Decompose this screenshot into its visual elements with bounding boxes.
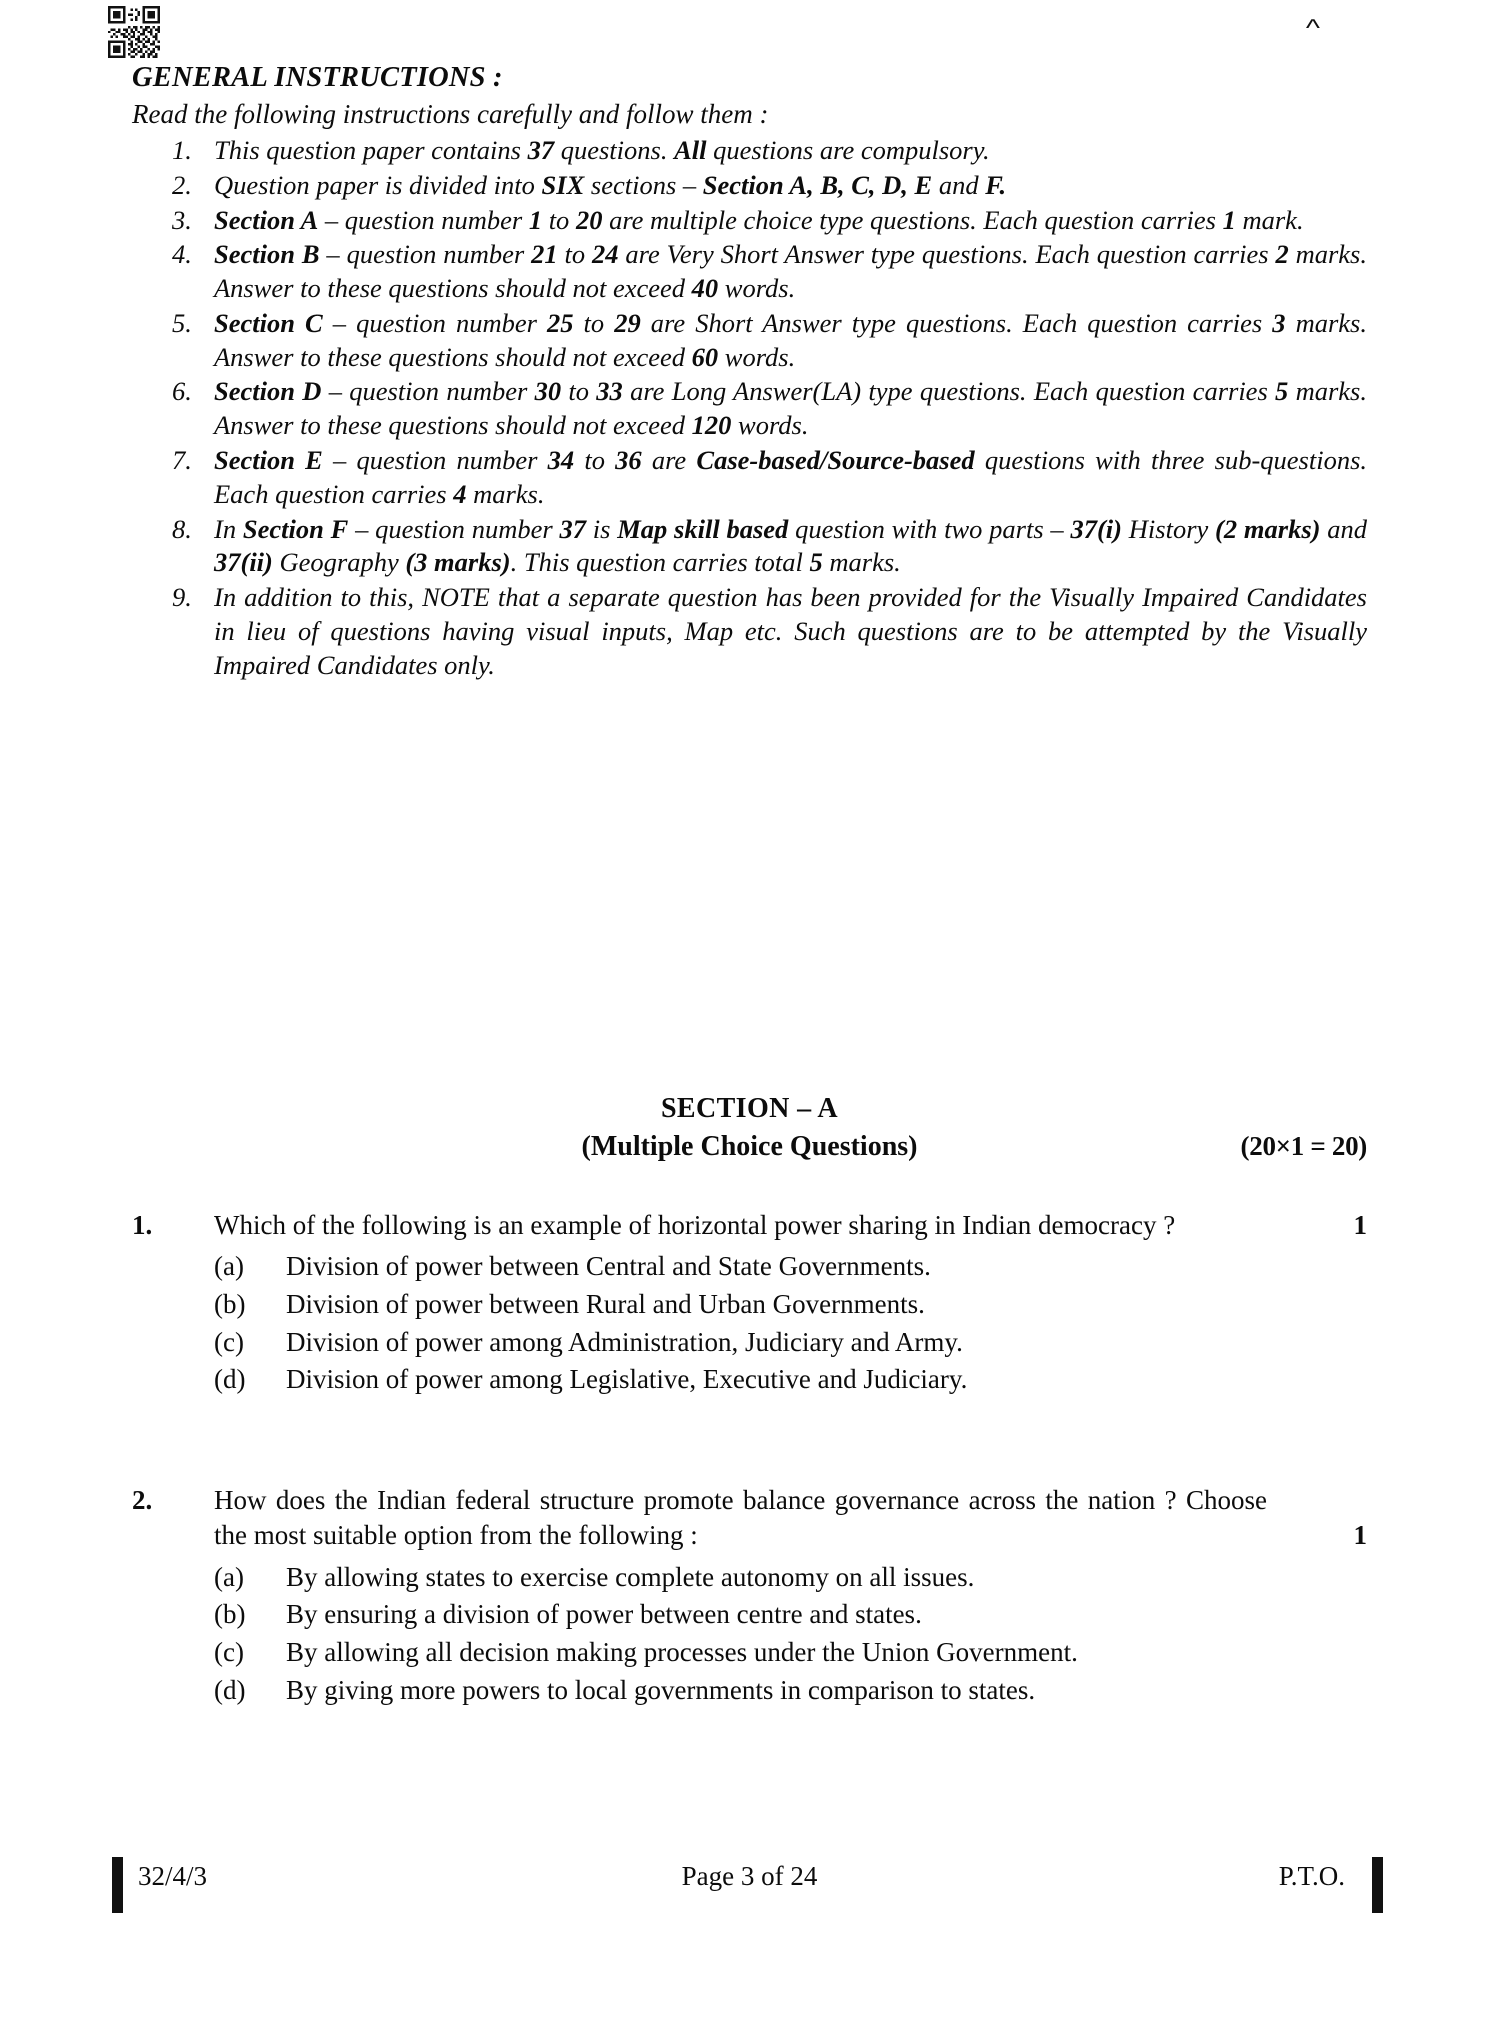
footer-left-bar (112, 1857, 123, 1913)
instruction-number: 5. (172, 307, 192, 338)
instruction-item (132, 169, 1367, 203)
instruction-item (132, 238, 1367, 306)
instruction-item (132, 375, 1367, 443)
instruction-text: Section E – question number 34 to 36 are Case-based/Source-based questions with three sub-questions. Each question carries 4 marks. (214, 445, 1368, 509)
instruction-number: 2. (172, 169, 192, 200)
instruction-item (132, 581, 1367, 682)
page-topbar (0, 6, 1505, 62)
option-label: (c) (214, 1326, 244, 1357)
option-d[interactable] (132, 1362, 1367, 1398)
instruction-text: Section D – question number 30 to 33 are Long Answer(LA) type questions. Each question carries 5 marks. Answer to these questions should not exceed 120 words. (214, 376, 1367, 441)
instruction-text: Section C – question number 25 to 29 are Short Answer type questions. Each question carries 3 marks. Answer to these questions should not exceed 60 words. (214, 307, 1367, 372)
option-list (132, 1249, 1367, 1398)
option-b[interactable] (132, 1597, 1367, 1633)
instruction-number: 3. (172, 204, 192, 235)
general-instructions-subtitle: Read the following instructions carefully and follow them : (132, 99, 769, 129)
instruction-text: This question paper contains 37 questions. All questions are compulsory. (214, 135, 990, 165)
section-subtitle-row (132, 1131, 1367, 1163)
general-instructions-block (132, 62, 1367, 684)
option-c[interactable] (132, 1635, 1367, 1671)
question-item (132, 1208, 1367, 1400)
instruction-item (132, 307, 1367, 375)
general-instructions-title: GENERAL INSTRUCTIONS : (132, 62, 503, 93)
instruction-item (132, 134, 1367, 168)
question-text: How does the Indian federal structure promote balance governance across the nation ? Choose the most suitable option from the following : (214, 1485, 1267, 1551)
instruction-text: Section A – question number 1 to 20 are multiple choice type questions. Each question carries 1 mark. (214, 204, 1304, 235)
instruction-number: 6. (172, 376, 192, 407)
option-text: Division of power among Administration, Judiciary and Army. (286, 1326, 963, 1357)
option-text: By allowing states to exercise complete autonomy on all issues. (286, 1561, 975, 1592)
page-number: Page 3 of 24 (681, 1861, 818, 1891)
option-label: (d) (214, 1364, 246, 1395)
instruction-item (132, 204, 1367, 238)
paper-code: 32/4/3 (138, 1861, 208, 1891)
option-b[interactable] (132, 1287, 1367, 1323)
instructions-list (132, 134, 1367, 683)
section-subtitle: (Multiple Choice Questions) (581, 1131, 918, 1162)
question-item (132, 1483, 1367, 1710)
instruction-text: In Section F – question number 37 is Map skill based question with two parts – 37(i) History (2 marks) and 37(ii) Geography (3 marks). This question carries total 5 marks. (214, 513, 1367, 578)
instruction-number: 9. (172, 582, 192, 613)
section-header (132, 1093, 1367, 1163)
page-footer (132, 1855, 1367, 1915)
option-a[interactable] (132, 1560, 1367, 1596)
option-d[interactable] (132, 1673, 1367, 1709)
option-label: (b) (214, 1599, 246, 1630)
caret-up-icon: ^ (1305, 15, 1320, 42)
option-text: By ensuring a division of power between centre and states. (286, 1599, 922, 1630)
instruction-text: Section B – question number 21 to 24 are Very Short Answer type questions. Each question carries 2 marks. Answer to these questions should not exceed 40 words. (214, 239, 1367, 304)
question-head (132, 1208, 1367, 1243)
instruction-number: 4. (172, 239, 192, 270)
instruction-item (132, 513, 1367, 581)
option-text: By allowing all decision making processes under the Union Government. (286, 1636, 1078, 1667)
question-number: 2. (132, 1485, 153, 1515)
footer-right-bar (1372, 1857, 1383, 1913)
option-label: (b) (214, 1288, 246, 1319)
instruction-item (132, 444, 1367, 512)
qr-code-icon (108, 6, 160, 58)
section-marks: (20×1 = 20) (1240, 1131, 1367, 1161)
section-name: SECTION – A (660, 1093, 839, 1124)
instruction-text: Question paper is divided into SIX sections – Section A, B, C, D, E and F. (214, 169, 1007, 200)
option-label: (c) (214, 1636, 244, 1667)
question-marks: 1 (1353, 1210, 1367, 1240)
question-number: 1. (132, 1210, 153, 1240)
option-text: Division of power among Legislative, Executive and Judiciary. (286, 1364, 968, 1395)
pto-label: P.T.O. (1278, 1861, 1345, 1891)
instruction-number: 7. (172, 445, 192, 476)
instruction-number: 8. (172, 513, 192, 544)
option-label: (a) (214, 1561, 244, 1592)
question-head (132, 1483, 1367, 1554)
option-a[interactable] (132, 1249, 1367, 1285)
option-label: (d) (214, 1674, 246, 1705)
option-c[interactable] (132, 1325, 1367, 1361)
question-marks: 1 (1353, 1520, 1367, 1551)
option-label: (a) (214, 1251, 244, 1282)
question-text: Which of the following is an example of horizontal power sharing in Indian democracy ? (214, 1210, 1176, 1240)
option-text: By giving more powers to local governments in comparison to states. (286, 1674, 1036, 1705)
instruction-number: 1. (172, 135, 192, 165)
instruction-text: In addition to this, NOTE that a separate question has been provided for the Visually Impaired Candidates in lieu of questions having visual inputs, Map etc. Such questions are to be attempted by the Visually Impaired Candidates only. (214, 582, 1367, 680)
option-text: Division of power between Central and State Governments. (286, 1251, 931, 1282)
option-text: Division of power between Rural and Urban Governments. (286, 1288, 925, 1319)
option-list (132, 1560, 1367, 1709)
